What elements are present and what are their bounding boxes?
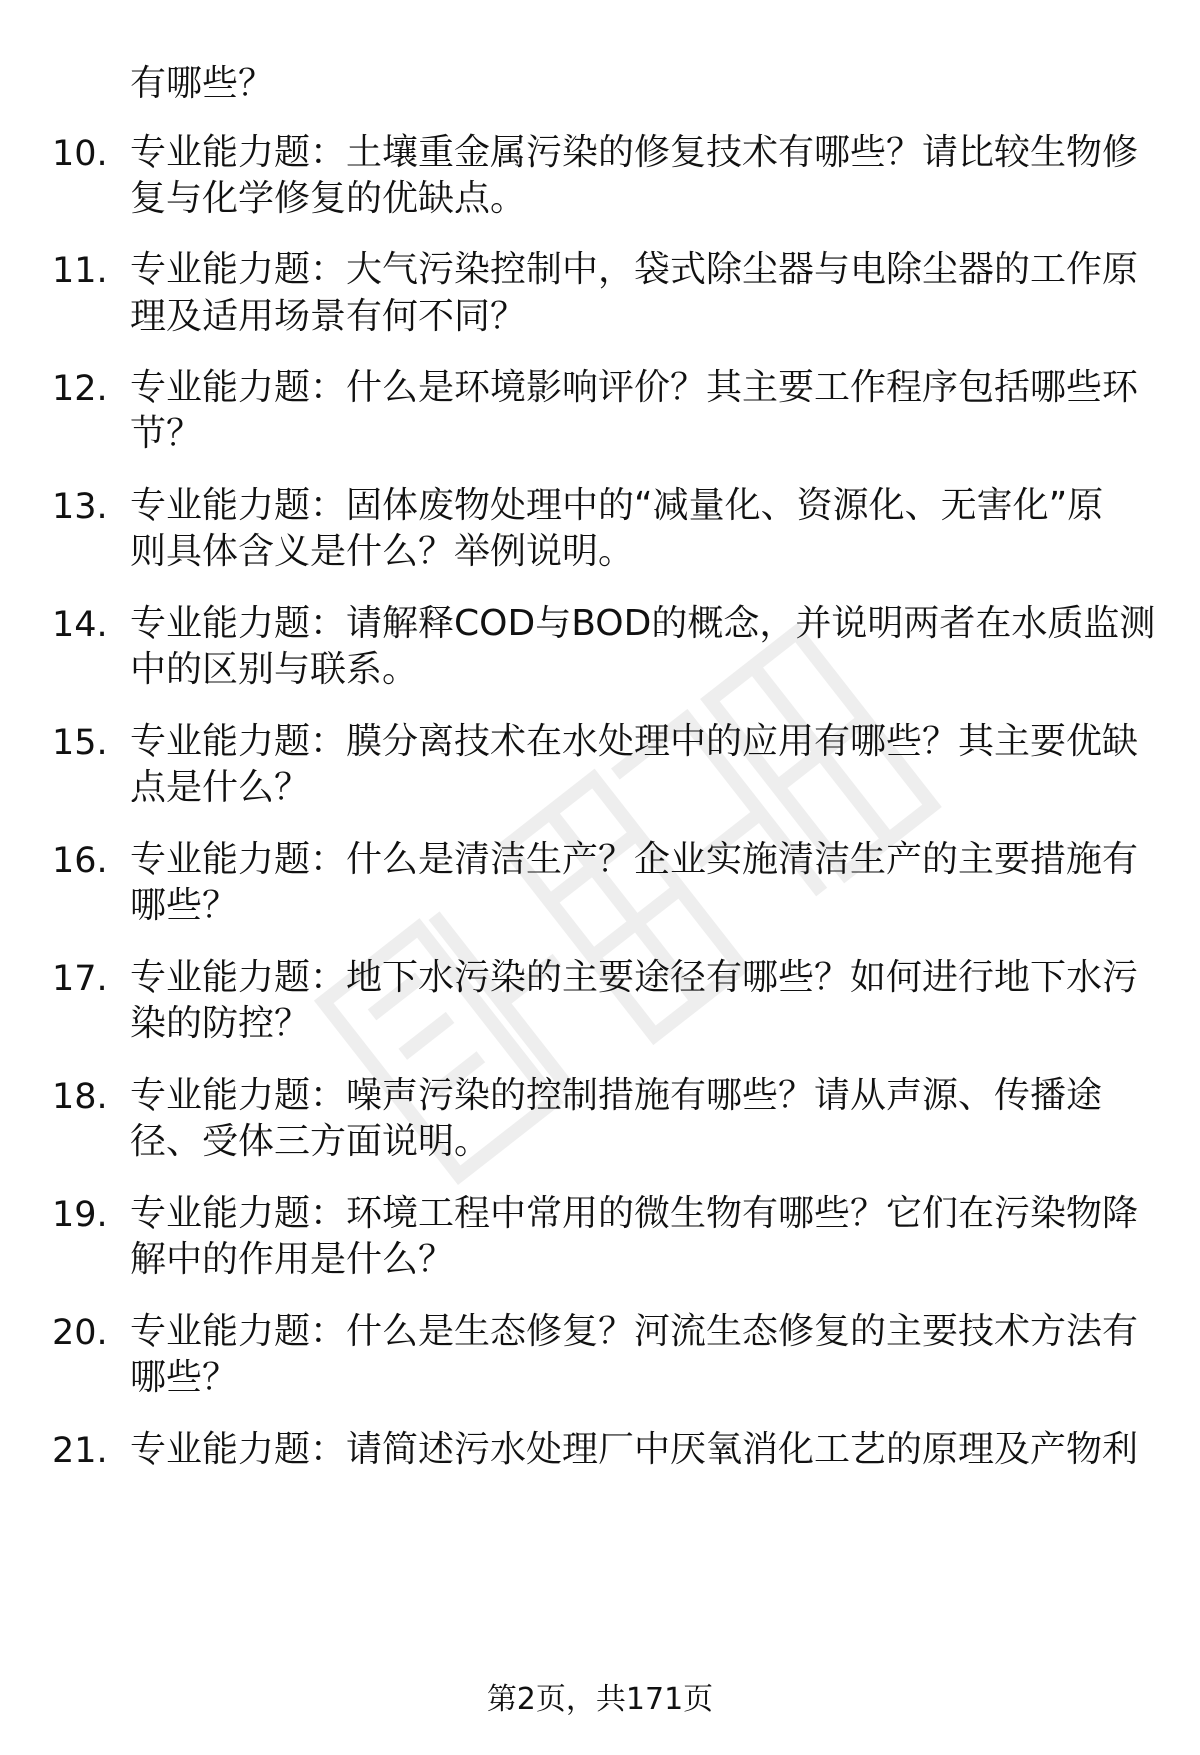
question-20-line-2: 哪些？ xyxy=(130,1357,239,1398)
question-14-line-1: 专业能力题：请解释COD与BOD的概念，并说明两者在水质监测 xyxy=(130,603,1156,644)
question-13-line-2: 则具体含义是什么？举例说明。 xyxy=(130,531,635,572)
question-10-number: 10. xyxy=(52,134,108,174)
question-18-number: 18. xyxy=(52,1077,108,1117)
question-11-line-1: 专业能力题：大气污染控制中，袋式除尘器与电除尘器的工作原 xyxy=(130,249,1139,290)
question-11-number: 11. xyxy=(52,251,108,291)
question-14-line-2: 中的区别与联系。 xyxy=(130,649,419,690)
question-16-line-1: 专业能力题：什么是清洁生产？企业实施清洁生产的主要措施有 xyxy=(130,839,1139,880)
question-19-number: 19. xyxy=(52,1195,108,1235)
question-19-line-1: 专业能力题：环境工程中常用的微生物有哪些？它们在污染物降 xyxy=(130,1193,1139,1234)
question-12-line-1: 专业能力题：什么是环境影响评价？其主要工作程序包括哪些环 xyxy=(130,367,1139,408)
question-19-line-2: 解中的作用是什么？ xyxy=(130,1239,455,1280)
question-12-line-2: 节？ xyxy=(130,413,203,454)
question-20-number: 20. xyxy=(52,1313,108,1353)
question-10-line-2: 复与化学修复的优缺点。 xyxy=(130,178,527,219)
question-18-line-2: 径、受体三方面说明。 xyxy=(130,1121,491,1162)
question-15-line-2: 点是什么？ xyxy=(130,767,311,808)
question-13-line-1: 专业能力题：固体废物处理中的“减量化、资源化、无害化”原 xyxy=(130,485,1104,526)
question-15-line-1: 专业能力题：膜分离技术在水处理中的应用有哪些？其主要优缺 xyxy=(130,721,1139,762)
question-13-number: 13. xyxy=(52,487,108,527)
question-11-line-2: 理及适用场景有何不同？ xyxy=(130,296,527,337)
question-14-number: 14. xyxy=(52,605,108,645)
question-20-line-1: 专业能力题：什么是生态修复？河流生态修复的主要技术方法有 xyxy=(130,1311,1139,1352)
question-17-number: 17. xyxy=(52,959,108,999)
question-17-line-2: 染的防控？ xyxy=(130,1003,311,1044)
question-21-number: 21. xyxy=(52,1431,108,1471)
question-16-number: 16. xyxy=(52,841,108,881)
question-10-line-1: 专业能力题：土壤重金属污染的修复技术有哪些？请比较生物修 xyxy=(130,132,1139,173)
question-15-number: 15. xyxy=(52,723,108,763)
question-16-line-2: 哪些？ xyxy=(130,885,239,926)
question-17-line-1: 专业能力题：地下水污染的主要途径有哪些？如何进行地下水污 xyxy=(130,957,1139,998)
question-21-line-1: 专业能力题：请简述污水处理厂中厌氧消化工艺的原理及产物利 xyxy=(130,1429,1139,1470)
page-footer: 第2页，共171页 xyxy=(486,1682,714,1717)
question-9-line-2: 有哪些？ xyxy=(130,63,275,104)
question-12-number: 12. xyxy=(52,369,108,409)
question-18-line-1: 专业能力题：噪声污染的控制措施有哪些？请从声源、传播途 xyxy=(130,1075,1103,1116)
